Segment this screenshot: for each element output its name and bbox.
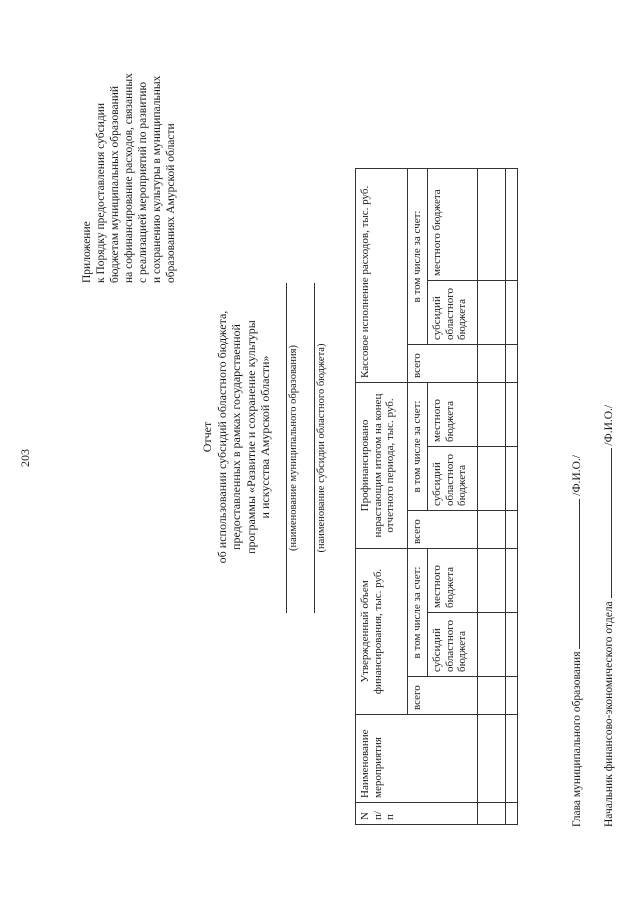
table-cell[interactable] — [506, 677, 518, 715]
report-title-line: Отчет — [200, 421, 214, 453]
appendix-line: с реализацией мероприятий по развитию — [137, 81, 149, 283]
chief-signature-label: Начальник финансово-экономического отдела — [603, 601, 615, 827]
head-signature-name: /Ф.И.О./ — [571, 455, 583, 496]
report-title — [200, 287, 273, 587]
table-cell[interactable] — [478, 345, 506, 383]
header-including: в том числе за счет: — [408, 383, 428, 511]
header-total: всего — [408, 511, 478, 549]
head-signature-blank[interactable] — [568, 499, 580, 649]
table-cell[interactable] — [478, 803, 506, 825]
subsidy-fill-line — [300, 283, 315, 613]
table-cell[interactable] — [506, 383, 518, 447]
table-cell[interactable] — [506, 169, 518, 281]
header-number: N п/п — [356, 803, 478, 825]
header-local-budget: местного бюджета — [428, 383, 478, 447]
appendix-line: бюджетам муниципальных образований — [109, 85, 121, 283]
table-cell[interactable] — [478, 677, 506, 715]
appendix-line: образованиях Амурской области — [165, 123, 177, 283]
header-approved-funding: Утвержденный объем финансирования, тыс. руб. — [356, 549, 408, 715]
header-activity-name: Наименование мероприятия — [356, 715, 478, 803]
table-row — [506, 169, 518, 825]
header-local-budget: местного бюджета — [428, 549, 478, 613]
report-table — [355, 168, 518, 825]
subsidy-caption: (наименование субсидии областного бюджета) — [316, 343, 327, 553]
table-cell[interactable] — [478, 715, 506, 803]
table-cell[interactable] — [506, 715, 518, 803]
table-cell[interactable] — [506, 613, 518, 677]
municipality-fill-line — [272, 283, 287, 613]
appendix-line: к Порядку предоставления субсидии — [95, 103, 107, 283]
page-number: 203 — [18, 449, 32, 467]
report-title-line: об использовании субсидий областного бюджета, — [214, 310, 229, 564]
report-title-line: программы «Развитие и сохранение культуры — [243, 320, 258, 554]
chief-signature-blank[interactable] — [600, 448, 612, 598]
report-title-line: и искусства Амурской области» — [258, 355, 272, 519]
table-cell[interactable] — [506, 511, 518, 549]
table-cell[interactable] — [478, 383, 506, 447]
appendix-line: на софинансирование расходов, связанных — [123, 73, 135, 283]
header-local-budget: местного бюджета — [428, 169, 478, 281]
chief-signature-line — [600, 405, 615, 827]
report-title-line: предоставленных в рамках государственной — [229, 324, 243, 550]
table-header-row — [356, 169, 408, 825]
table-cell[interactable] — [478, 511, 506, 549]
header-cash-execution: Кассовое исполнение расходов, тыс. руб. — [356, 169, 408, 383]
header-including: в том числе за счет: — [408, 169, 428, 345]
head-signature-line — [568, 455, 583, 827]
table-cell[interactable] — [506, 281, 518, 345]
table-cell[interactable] — [506, 345, 518, 383]
table-cell[interactable] — [506, 447, 518, 511]
table-cell[interactable] — [506, 549, 518, 613]
header-total: всего — [408, 345, 478, 383]
appendix-line: Приложение — [81, 221, 93, 283]
table-cell[interactable] — [478, 447, 506, 511]
header-regional-subsidy: субсидий областного бюджета — [428, 447, 478, 511]
table-cell[interactable] — [478, 169, 506, 281]
table-cell[interactable] — [506, 803, 518, 825]
table-row — [478, 169, 506, 825]
header-including: в том числе за счет: — [408, 549, 428, 677]
appendix-line: и сохранению культуры в муниципальных — [151, 75, 163, 283]
table-cell[interactable] — [478, 281, 506, 345]
header-financed-cumulative: Профинансировано нарастающим итогом на конец отчетного периода, тыс. руб. — [356, 383, 408, 549]
municipality-caption: (наименование муниципального образования) — [288, 344, 299, 552]
appendix-block — [80, 13, 178, 283]
chief-signature-name: /Ф.И.О./ — [603, 404, 615, 446]
header-regional-subsidy: субсидий областного бюджета — [428, 281, 478, 345]
header-total: всего — [408, 677, 478, 715]
header-regional-subsidy: субсидий областного бюджета — [428, 613, 478, 677]
table-cell[interactable] — [478, 549, 506, 613]
head-signature-label: Глава муниципального образования — [571, 651, 583, 827]
table-cell[interactable] — [478, 613, 506, 677]
